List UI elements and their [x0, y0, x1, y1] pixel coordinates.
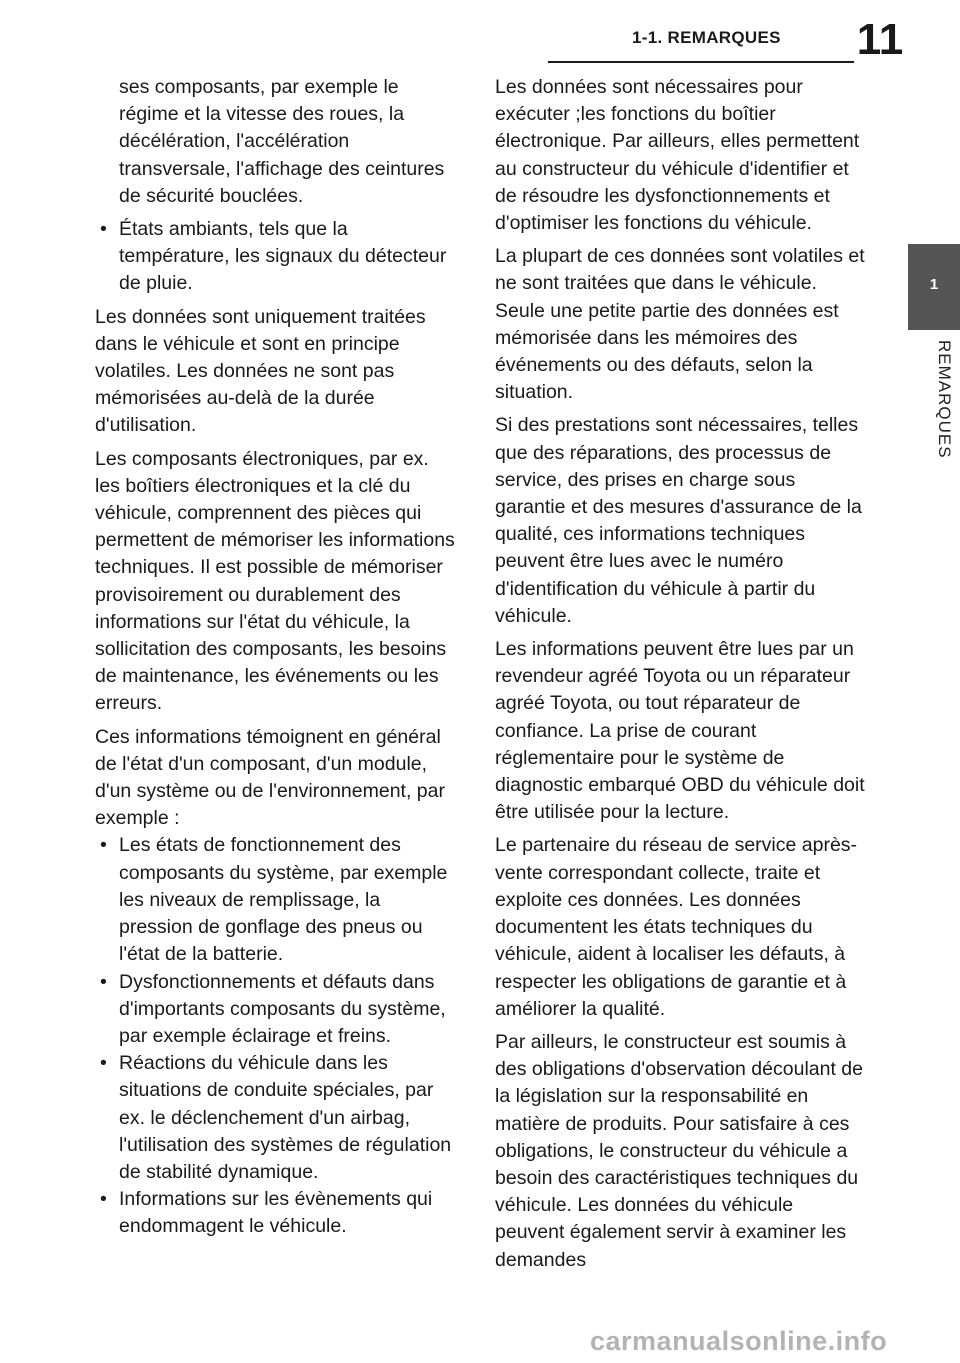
paragraph: Les informations peuvent être lues par un revendeur agréé Toyota ou un réparateur agréé Toyota, ou tout réparateur de confiance. La prise de courant réglementaire pour le système de diagnostic embarqué OBD du véhicule doit être utilisée pour la lecture.	[495, 638, 865, 824]
watermark: carmanualsonline.info	[590, 1326, 888, 1356]
section-title: 1-1. REMARQUES	[632, 28, 781, 47]
list-item: • Dysfonctionnements et défauts dans d'importants composants du système, par exemple éclairage et freins.	[95, 969, 455, 1051]
paragraph: Le partenaire du réseau de service après-vente correspondant collecte, traite et exploite ces données. Les données documentent les états techniques du véhicule, aident à localiser les défauts, à respecter les obligations de garantie et à améliorer la qualité.	[495, 834, 858, 1020]
paragraph: Les données sont nécessaires pour exécuter ;les fonctions du boîtier électronique. Par ailleurs, elles permettent au constructeur du véhicule d'identifier et de résoudre les dysfonctionnements et d'optimiser les fonctions du véhicule.	[495, 76, 860, 235]
paragraph: Si des prestations sont nécessaires, telles que des réparations, des processus de service, des prises en charge sous garantie et des mesures d'assurance de la qualité, ces informations techniques peuvent être lues avec le numéro d'identification du véhicule à partir du véhicule.	[495, 414, 862, 627]
chapter-tab[interactable]	[908, 244, 960, 330]
header-rule	[548, 61, 854, 63]
list-item: • Réactions du véhicule dans les situations de conduite spéciales, par ex. le déclenchement d'un airbag, l'utilisation des systèmes de régulation de stabilité dynamique.	[95, 1050, 455, 1186]
chapter-tab-number: 1	[929, 276, 939, 293]
ambient-list	[95, 216, 455, 298]
page-number: 11	[856, 15, 904, 64]
paragraph: Les composants électroniques, par ex. les boîtiers électroniques et la clé du véhicule, comprennent des pièces qui permettent de mémoriser les informations techniques. Il est possible de mémoriser provisoirement ou durablement des informations sur l'état du véhicule, la sollicitation des composants, les besoins de maintenance, les événements ou les erreurs.	[95, 447, 455, 715]
paragraph: Ces informations témoignent en général de l'état d'un composant, d'un module, d'un système ou de l'environnement, par exemple :	[95, 725, 445, 830]
list-item: • États ambiants, tels que la température, les signaux du détecteur de pluie.	[95, 216, 455, 298]
paragraph: Les données sont uniquement traitées dans le véhicule et sont en principe volatiles. Les données ne sont pas mémorisées au-delà de la durée d'utilisation.	[95, 305, 426, 437]
paragraph: Par ailleurs, le constructeur est soumis à des obligations d'observation découlant de la législation sur la responsabilité en matière de produits. Pour satisfaire à ces obligations, le constructeur du véhicule a besoin des caractéristiques techniques du véhicule. Les données du véhicule peuvent également servir à examiner les demandes	[495, 1030, 863, 1271]
example-list	[95, 832, 455, 1240]
list-item: • Informations sur les évènements qui endommagent le véhicule.	[95, 1186, 455, 1240]
continued-list-item: ses composants, par exemple le régime et la vitesse des roues, la décélération, l'accélération transversale, l'affichage des ceintures de sécurité bouclées.	[119, 76, 445, 207]
left-column	[95, 74, 455, 1247]
paragraph: La plupart de ces données sont volatiles et ne sont traitées que dans le véhicule. Seule une petite partie des données est mémorisée dans les mémoires des événements ou des défauts, selon la situation.	[495, 245, 865, 404]
chapter-side-label: REMARQUES	[935, 340, 954, 459]
right-column	[495, 74, 865, 1280]
list-item: • Les états de fonctionnement des composants du système, par exemple les niveaux de remplissage, la pression de gonflage des pneus ou l'état de la batterie.	[95, 832, 455, 968]
